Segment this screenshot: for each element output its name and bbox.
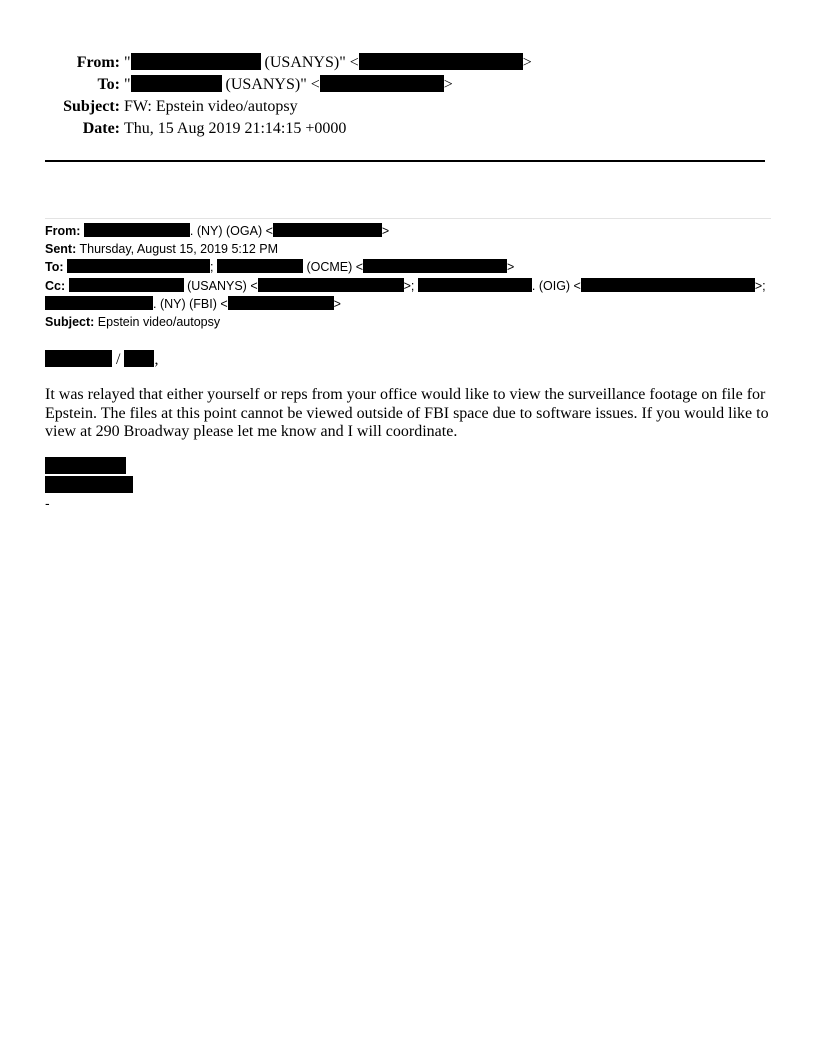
redaction-box: [418, 278, 532, 292]
fwd-cc-mid3: . (NY) (FBI) <: [153, 296, 228, 311]
fwd-subject-label: Subject:: [45, 315, 95, 330]
fwd-cc-row: [45, 277, 775, 295]
fwd-to-close: >: [507, 260, 515, 275]
to-open-quote: ": [124, 76, 131, 93]
date-label: Date:: [82, 120, 120, 137]
forward-divider: [45, 218, 771, 219]
header-date-row: [46, 118, 532, 140]
header-to-row: [46, 74, 532, 96]
fwd-from-mid: . (NY) (OGA) <: [189, 224, 273, 238]
redaction-box: [217, 259, 303, 273]
fwd-cc-mid2: . (OIG) <: [531, 278, 581, 293]
header-divider: [45, 160, 765, 162]
redaction-box: [131, 75, 222, 92]
redaction-box: [320, 75, 444, 92]
fwd-to-row: [45, 258, 775, 276]
fwd-from-close: >: [381, 224, 390, 238]
redaction-box: [84, 223, 190, 237]
redaction-box: [228, 296, 334, 310]
from-open-quote: ": [124, 54, 131, 71]
fwd-cc-close: >: [333, 296, 341, 311]
greeting-slash: /: [112, 351, 125, 368]
header-from-row: [46, 52, 532, 74]
fwd-subject-row: [45, 313, 775, 331]
closing-dash: -: [45, 495, 50, 511]
redaction-box: [363, 259, 507, 273]
redaction-box: [581, 278, 755, 292]
fwd-sent-label: Sent:: [45, 242, 77, 257]
redaction-box: [45, 476, 133, 493]
redaction-box: [69, 278, 184, 292]
message-body: It was relayed that either yourself or reps from your office would like to view the surveillance footage on file for Epstein. The files at this point cannot be viewed outside of FBI space due to software issues. If you would like to view at 290 Broadway please let me know and I will coordinate.: [45, 386, 769, 441]
from-label: From:: [76, 54, 120, 71]
redaction-box: [131, 53, 261, 70]
fwd-subject-value: Epstein video/autopsy: [97, 315, 221, 330]
fwd-from-row: [45, 222, 775, 240]
from-close: >: [522, 54, 532, 71]
fwd-sent-row: [45, 240, 775, 258]
redaction-box: [45, 350, 112, 367]
redaction-box: [258, 278, 404, 292]
fwd-sent-value: Thursday, August 15, 2019 5:12 PM: [79, 242, 279, 257]
signature-block: [45, 457, 133, 495]
fwd-to-sep: ;: [210, 260, 214, 275]
greeting-comma: ,: [154, 351, 159, 368]
redaction-box: [45, 296, 153, 310]
fwd-cc-sep2: >;: [754, 278, 766, 293]
fwd-cc-mid1: (USANYS) <: [183, 278, 258, 293]
redaction-box: [67, 259, 210, 273]
to-mid: (USANYS)" <: [221, 76, 320, 93]
to-label: To:: [97, 76, 120, 93]
header-subject-row: [46, 96, 532, 118]
fwd-to-mid: (OCME) <: [302, 260, 364, 275]
from-mid: (USANYS)" <: [260, 54, 359, 71]
redaction-box: [124, 350, 154, 367]
redaction-box: [45, 457, 126, 474]
email-header: [46, 52, 532, 140]
subject-label: Subject:: [63, 98, 120, 115]
fwd-cc-label: Cc:: [45, 278, 66, 293]
fwd-cc-sep1: >;: [403, 278, 415, 293]
fwd-to-label: To:: [45, 260, 64, 275]
to-close: >: [443, 76, 453, 93]
fwd-cc-row-cont: [45, 295, 775, 313]
redaction-box: [359, 53, 523, 70]
date-value: Thu, 15 Aug 2019 21:14:15 +0000: [124, 120, 347, 137]
greeting-line: [45, 350, 158, 369]
forwarded-header: [45, 222, 775, 331]
redaction-box: [273, 223, 382, 237]
fwd-from-label: From:: [45, 224, 81, 238]
subject-value: FW: Epstein video/autopsy: [124, 98, 298, 115]
